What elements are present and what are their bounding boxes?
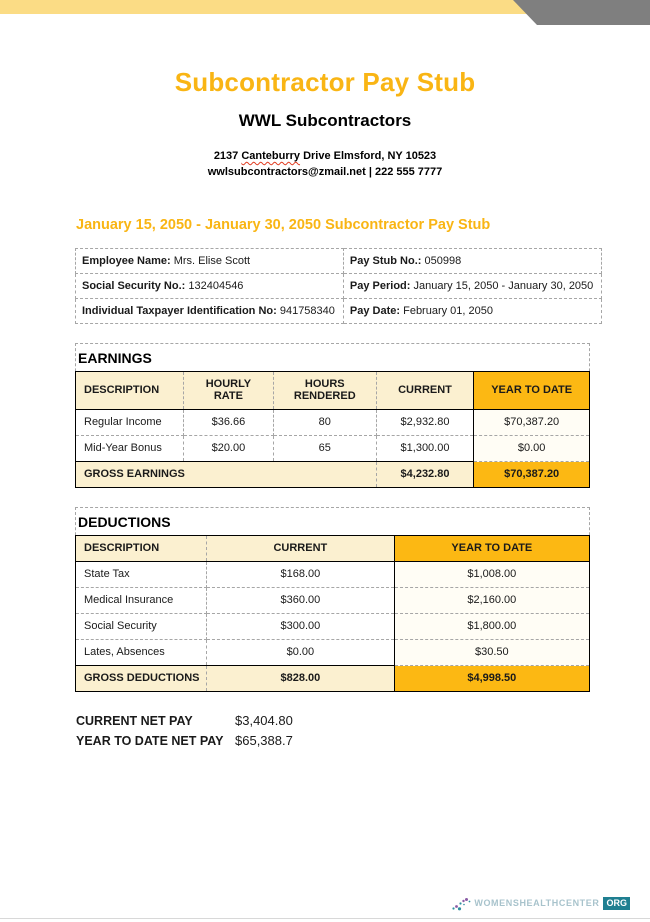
earnings-cell-ytd: $70,387.20 [474, 410, 590, 436]
page-title: Subcontractor Pay Stub [174, 67, 476, 97]
pay-date-cell [343, 299, 601, 324]
deductions-header-cell: CURRENT [207, 536, 395, 562]
gross-earnings-row [76, 462, 590, 488]
field-value: Mrs. Elise Scott [170, 254, 251, 267]
earnings-header-cell: DESCRIPTION [76, 372, 184, 410]
table-row [76, 614, 590, 640]
earnings-cell: 80 [273, 410, 376, 436]
deductions-cell: $0.00 [207, 640, 395, 666]
earnings-header-row [76, 372, 590, 410]
field-label: Individual Taxpayer Identification No: [82, 304, 277, 317]
deductions-cell-ytd: $1,008.00 [394, 562, 589, 588]
top-gray-corner [513, 0, 650, 25]
pay-period-cell [343, 274, 601, 299]
table-row [76, 562, 590, 588]
brand-name: WOMENSHEALTHCENTER [474, 898, 600, 908]
deductions-cell: Medical Insurance [76, 588, 207, 614]
deductions-section-title: DEDUCTIONS [78, 514, 171, 530]
field-label: Pay Date: [349, 304, 401, 317]
deductions-cell-ytd: $1,800.00 [394, 614, 589, 640]
gross-deductions-row [76, 666, 590, 692]
earnings-cell: $2,932.80 [376, 410, 474, 436]
gross-deductions-current: $828.00 [207, 666, 395, 692]
address-misspelled-word: Canteburry [241, 150, 301, 162]
employee-name-cell [76, 249, 344, 274]
deductions-table [75, 535, 590, 692]
gross-earnings-ytd: $70,387.20 [474, 462, 590, 488]
earnings-cell: $1,300.00 [376, 436, 474, 462]
table-row [76, 640, 590, 666]
earnings-header-cell: HOURLY RATE [183, 372, 273, 410]
earnings-header-cell-ytd: YEAR TO DATE [474, 372, 590, 410]
deductions-cell: State Tax [76, 562, 207, 588]
company-name: WWL Subcontractors [238, 111, 412, 130]
document-header [0, 0, 650, 180]
earnings-cell: $36.66 [183, 410, 273, 436]
ssn-cell [76, 274, 344, 299]
address-pre: 2137 [213, 150, 242, 162]
earnings-cell: $20.00 [183, 436, 273, 462]
deductions-cell: Lates, Absences [76, 640, 207, 666]
gross-earnings-current: $4,232.80 [376, 462, 474, 488]
earnings-table [75, 371, 590, 488]
earnings-header-cell: CURRENT [376, 372, 474, 410]
dots-swirl-icon [451, 894, 473, 912]
field-value: 941758340 [276, 304, 335, 317]
table-row [76, 274, 602, 299]
earnings-section-title: EARNINGS [78, 350, 152, 366]
deductions-header-cell: DESCRIPTION [76, 536, 207, 562]
deductions-section [75, 507, 590, 692]
current-net-pay-row [76, 711, 650, 731]
brand-org-badge: ORG [603, 897, 630, 910]
deductions-header-cell-ytd: YEAR TO DATE [394, 536, 589, 562]
earnings-cell: Regular Income [76, 410, 184, 436]
gross-deductions-ytd: $4,998.50 [394, 666, 589, 692]
earnings-cell: Mid-Year Bonus [76, 436, 184, 462]
address-line [0, 148, 650, 164]
footer-divider [0, 918, 650, 919]
ytd-net-pay-value: $65,388.7 [235, 733, 293, 748]
deductions-cell: $168.00 [207, 562, 395, 588]
deductions-cell: $360.00 [207, 588, 395, 614]
ytd-net-pay-row [76, 731, 650, 751]
brand-logo [451, 894, 630, 912]
table-row [76, 436, 590, 462]
deductions-cell: $300.00 [207, 614, 395, 640]
pay-period-heading: January 15, 2050 - January 30, 2050 Subcontractor Pay Stub [76, 217, 491, 233]
table-row [76, 299, 602, 324]
net-pay-summary [76, 711, 650, 751]
deductions-cell-ytd: $30.50 [394, 640, 589, 666]
gross-earnings-label: GROSS EARNINGS [76, 462, 377, 488]
earnings-cell-ytd: $0.00 [474, 436, 590, 462]
current-net-pay-value: $3,404.80 [235, 713, 293, 728]
earnings-section [75, 343, 590, 488]
ytd-net-pay-label: YEAR TO DATE NET PAY [76, 734, 224, 748]
table-row [76, 410, 590, 436]
gross-deductions-label: GROSS DEDUCTIONS [76, 666, 207, 692]
current-net-pay-label: CURRENT NET PAY [76, 714, 193, 728]
contact-line: wwlsubcontractors@zmail.net | 222 555 7777 [207, 166, 443, 178]
table-row [76, 249, 602, 274]
field-value: February 01, 2050 [400, 304, 493, 317]
address-post: Drive Elmsford, NY 10523 [300, 150, 437, 162]
field-label: Employee Name: [82, 254, 171, 267]
field-label: Pay Stub No.: [349, 254, 422, 267]
deductions-header-row [76, 536, 590, 562]
field-value: January 15, 2050 - January 30, 2050 [410, 279, 594, 292]
field-value: 050998 [421, 254, 462, 267]
field-value: 132404546 [185, 279, 244, 292]
employee-info-table [75, 248, 602, 324]
itin-cell [76, 299, 344, 324]
table-row [76, 588, 590, 614]
top-yellow-ribbon [0, 0, 534, 14]
pay-stub-no-cell [343, 249, 601, 274]
field-label: Pay Period: [349, 279, 411, 292]
deductions-cell: Social Security [76, 614, 207, 640]
deductions-cell-ytd: $2,160.00 [394, 588, 589, 614]
company-address-block [0, 148, 650, 180]
earnings-header-cell: HOURS RENDERED [273, 372, 376, 410]
field-label: Social Security No.: [82, 279, 186, 292]
earnings-cell: 65 [273, 436, 376, 462]
